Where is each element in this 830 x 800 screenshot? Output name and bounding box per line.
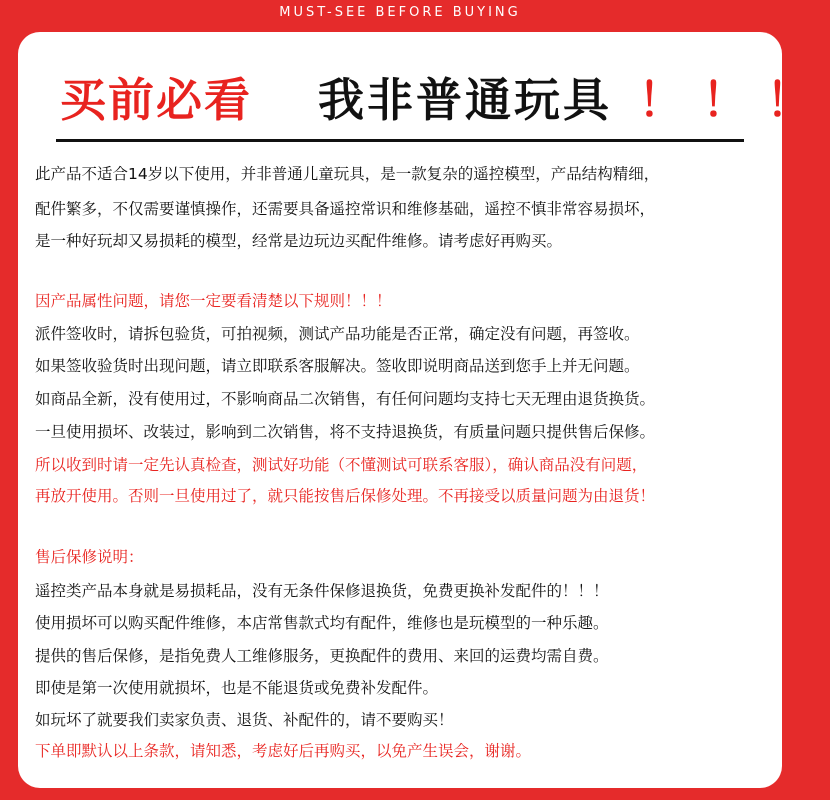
- warranty-heading: 售后保修说明：: [35, 548, 144, 566]
- banner-text: MUST-SEE BEFORE BUYING: [279, 5, 521, 20]
- rules-line: 如果签收验货时出现问题，请立即联系客服解决。签收即说明商品送到您手上并无问题。: [35, 357, 640, 375]
- headline: [0, 60, 830, 140]
- rules-heading: 因产品属性问题，请您一定要看清楚以下规则！！！: [35, 292, 392, 310]
- intro-line: 配件繁多，不仅需要谨慎操作，还需要具备遥控常识和维修基础，遥控不慎非常容易损坏，: [35, 200, 656, 218]
- rules-line: 派件签收时，请拆包验货，可拍视频，测试产品功能是否正常，确定没有问题，再签收。: [35, 325, 640, 343]
- headline-exclamation: ！！！: [638, 73, 830, 127]
- intro-line: 此产品不适合14岁以下使用，并非普通儿童玩具，是一款复杂的遥控模型，产品结构精细，: [35, 165, 660, 183]
- headline-underline: [56, 139, 744, 142]
- rules-warning-line: 再放开使用。否则一旦使用过了，就只能按售后保修处理。不再接受以质量问题为由退货！: [35, 487, 656, 505]
- rules-warning-line: 所以收到时请一定先认真检查，测试好功能（不懂测试可联系客服），确认商品没有问题，: [35, 456, 648, 474]
- warranty-line: 使用损坏可以购买配件维修，本店常售款式均有配件，维修也是玩模型的一种乐趣。: [35, 614, 609, 632]
- rules-line: 如商品全新，没有使用过，不影响商品二次销售，有任何问题均支持七天无理由退货换货。: [35, 390, 656, 408]
- headline-black-title: 我非普通玩具: [318, 73, 612, 127]
- headline-red-title: 买前必看: [60, 73, 252, 127]
- warranty-line: 提供的售后保修，是指免费人工维修服务，更换配件的费用、来回的运费均需自费。: [35, 647, 609, 665]
- warranty-line: 即使是第一次使用就损坏，也是不能退货或免费补发配件。: [35, 679, 439, 697]
- warranty-line: 如玩坏了就要我们卖家负责、退货、补配件的，请不要购买！: [35, 711, 454, 729]
- rules-line: 一旦使用损坏、改装过，影响到二次销售，将不支持退换货，有质量问题只提供售后保修。: [35, 423, 656, 441]
- intro-line: 是一种好玩却又易损耗的模型，经常是边玩边买配件维修。请考虑好再购买。: [35, 232, 563, 250]
- warranty-line: 遥控类产品本身就是易损耗品，没有无条件保修退换货，免费更换补发配件的！！！: [35, 582, 609, 600]
- closing-line: 下单即默认以上条款，请知悉，考虑好后再购买，以免产生误会，谢谢。: [35, 742, 532, 760]
